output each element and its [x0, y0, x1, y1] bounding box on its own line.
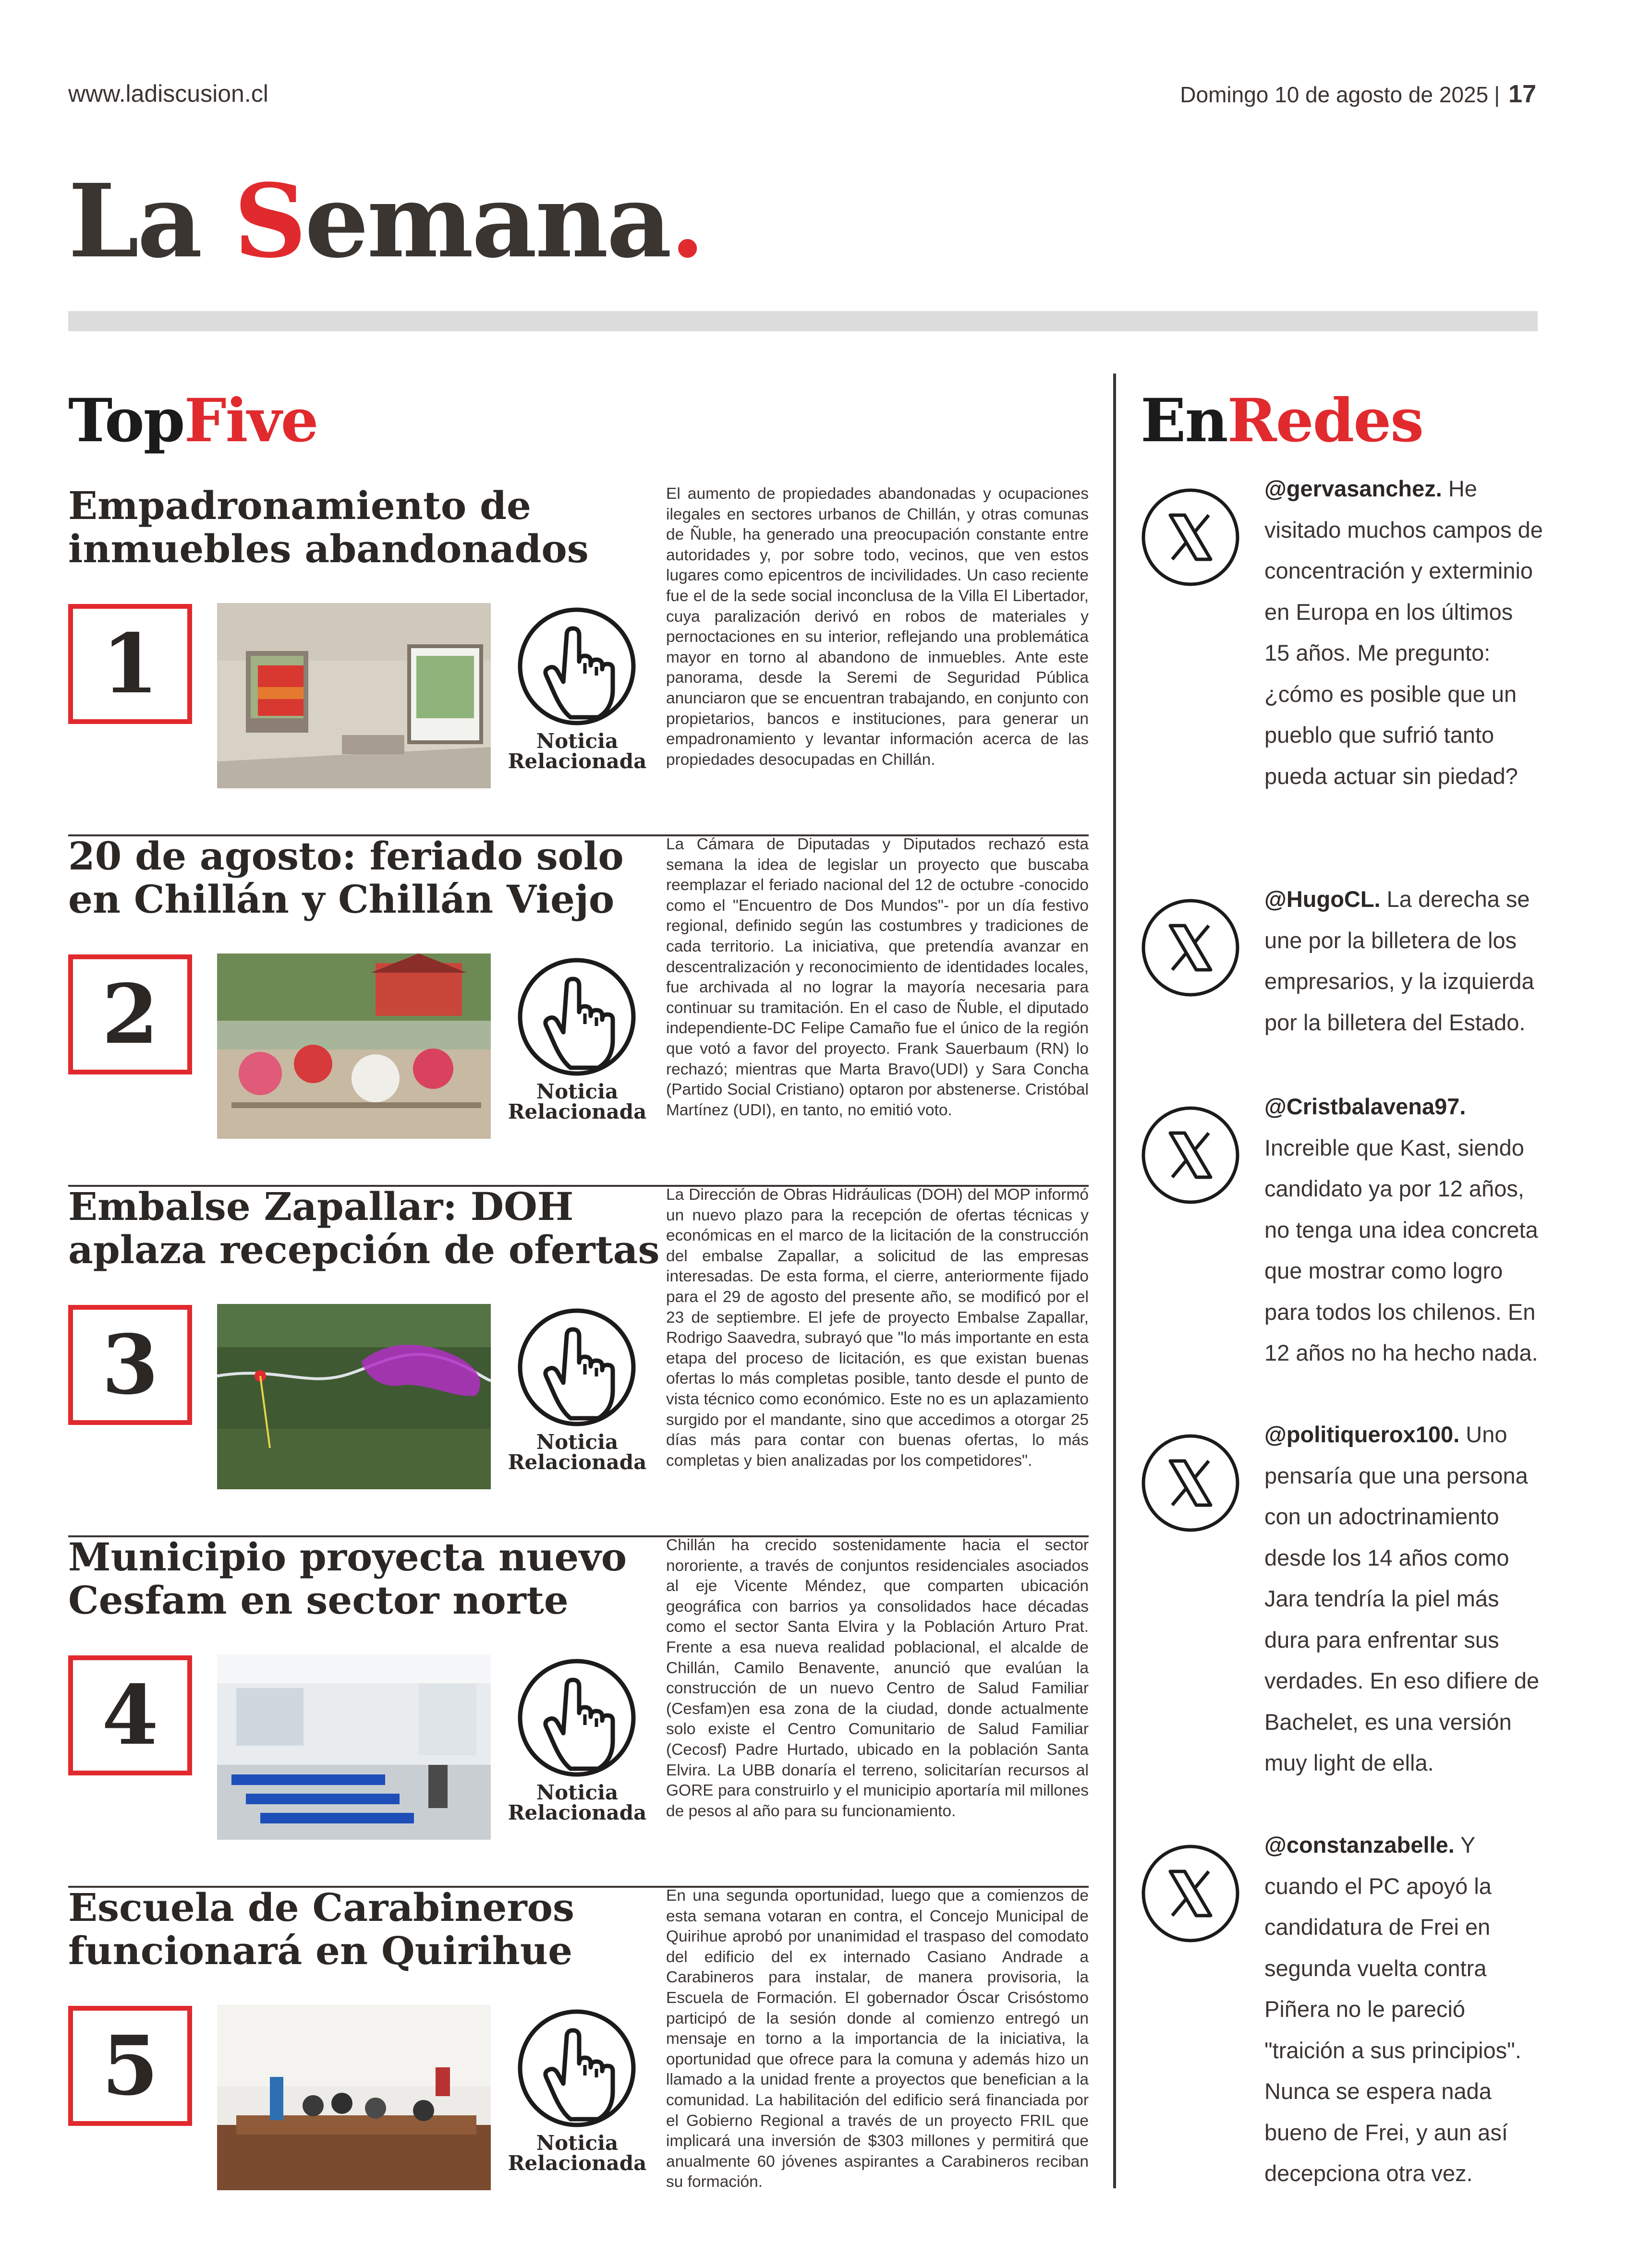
pointing-hand-icon[interactable] [517, 606, 637, 726]
story-headline[interactable]: 20 de agosto: feriado solo en Chillán y Chillán Viejo [68, 833, 624, 922]
page-number: 17 [1508, 80, 1536, 108]
related-news-label[interactable] [500, 731, 654, 772]
topfive-story-2 [68, 834, 1089, 1185]
related-line-2: Relacionada [508, 1100, 647, 1123]
story-photo[interactable] [217, 1654, 491, 1840]
section-title-part1: La [68, 162, 234, 280]
tweet-handle[interactable]: @constanzabelle. [1264, 1832, 1455, 1858]
story-body: Chillán ha crecido sostenidamente hacia el sector nororiente, a través de conjuntos residenciales asociados al eje Vicente Méndez, que comparten ubicación geográfica con barrios ya consolidados hace décadas como el sector Santa Elvira y la Población Arturo Prat. Frente a esa nueva realidad poblacional, el alcalde de Chillán, Camilo Benavente, anunció que evalúan la construcción de un nuevo Centro de Salud Familiar (Cesfam)en esa zona de la ciudad, donde actualmente solo existe el Centro Comunitario de Salud Familiar (Cecosf) Padre Hurtado, ubicado en la población Santa Elvira. La UBB donaría el terreno, solicitarían recursos al GORE para construirlo y el municipio aportaría mil millones de pesos al año para su funcionamiento. [666, 1536, 1089, 1820]
pointing-hand-icon[interactable] [517, 2008, 637, 2128]
enredes-heading-b: Redes [1227, 386, 1423, 456]
related-line-1: Noticia [536, 729, 619, 753]
tweet-handle[interactable]: @HugoCL. [1264, 886, 1381, 912]
tweet-body: Uno pensaría que una persona con un adoctrinamiento desde los 14 años como Jara tendría la piel más dura para enfrentar sus verdades. En eso difiere de Bachelet, es una versión muy light de ella. [1264, 1422, 1540, 1775]
enredes-heading-a: En [1141, 386, 1227, 456]
section-title-accent: S [233, 162, 305, 280]
tweet-handle[interactable]: @politiquerox100. [1264, 1422, 1460, 1447]
x-logo-icon[interactable] [1141, 898, 1240, 998]
section-divider-bar [68, 311, 1538, 331]
rank-number: 2 [68, 954, 192, 1074]
issue-date [1180, 80, 1536, 109]
x-logo-icon[interactable] [1141, 1844, 1240, 1943]
section-title [68, 162, 704, 280]
tweet-text [1264, 1414, 1543, 1784]
x-logo-icon[interactable] [1141, 1433, 1240, 1533]
site-url[interactable]: www.ladiscusion.cl [68, 80, 268, 107]
story-headline[interactable]: Empadronamiento de inmuebles abandonados [68, 483, 589, 571]
story-body: En una segunda oportunidad, luego que a comienzos de esta semana votaran en contra, el Concejo Municipal de Quirihue aprobó por unanimidad el traspaso del comodato del edificio del ex internado Casiano Andrade a Carabineros para instalar, de manera provisoria, la Escuela de Formación. El gobernador Óscar Crisóstomo participó de la sesión donde al comienzo entregó un mensaje en torno a la importancia de la iniciativa, la oportunidad que ofrece para la comuna y además hizo un llamado a la unidad frente a proyectos que benefician a la comunidad. La habilitación del edificio será financiada por el Gobierno Regional a través de un proyecto FRIL que implicará una inversión de $303 millones y permitirá que anualmente 60 jóvenes aspirantes a Carabineros reciban su formación. [666, 1887, 1089, 2191]
x-logo-icon[interactable] [1141, 487, 1240, 587]
related-news-label[interactable] [500, 1082, 654, 1122]
pointing-hand-icon[interactable] [517, 1658, 637, 1778]
tweet-body: Y cuando el PC apoyó la candidatura de Frei en segunda vuelta contra Piñera no le pareció "traición a sus principios". Nunca se espera nada bueno de Frei, y aun así decepciona otra vez. [1264, 1832, 1521, 2186]
related-line-1: Noticia [536, 1430, 619, 1454]
date-text: Domingo 10 de agosto de 2025 [1180, 82, 1489, 107]
story-headline[interactable]: Escuela de Carabineros funcionará en Quirihue [68, 1885, 574, 1973]
section-title-dot: . [670, 162, 704, 280]
rank-number: 1 [68, 604, 192, 724]
topfive-story-4 [68, 1535, 1089, 1886]
story-photo[interactable] [217, 1304, 491, 1489]
enredes-heading [1141, 386, 1423, 456]
pointing-hand-icon[interactable] [517, 1307, 637, 1427]
tweet-body: He visitado muchos campos de concentración y exterminio en Europa en los últimos 15 años. Me pregunto: ¿cómo es posible que un pueblo que sufrió tanto pueda actuar sin piedad? [1264, 476, 1543, 789]
topfive-story-5 [68, 1886, 1089, 2236]
related-line-2: Relacionada [508, 1450, 647, 1474]
topfive-heading-b: Five [184, 386, 318, 456]
story-headline[interactable]: Embalse Zapallar: DOH aplaza recepción de ofertas [68, 1184, 660, 1272]
tweet-handle[interactable]: @Cristbalavena97. [1264, 1094, 1466, 1119]
tweet-text [1264, 879, 1543, 1043]
rank-number: 5 [68, 2006, 192, 2126]
topfive-story-3 [68, 1185, 1089, 1535]
tweet-text [1264, 468, 1543, 796]
tweet-text [1264, 1824, 1543, 2194]
related-line-2: Relacionada [508, 749, 647, 773]
tweet-body: Increible que Kast, siendo candidato ya por 12 años, no tenga una idea concreta que mostrar como logro para todos los chilenos. En 12 años no ha hecho nada. [1264, 1134, 1538, 1365]
related-line-2: Relacionada [508, 1801, 647, 1824]
story-body: El aumento de propiedades abandonadas y ocupaciones ilegales en sectores urbanos de Chillán, y otras comunas de Ñuble, ha generado una preocupación constante entre autoridades y, por sobre todo, vecinos, que ven estos lugares como epicentros de incivilidades. Un caso reciente fue el de la sede social inconclusa de la Villa El Libertador, cuya paralización derivó en robos de materiales y pernoctaciones en su interior, reflejando una problemática mayor en torno al abandono de inmuebles. Ante este panorama, desde la Seremi de Seguridad Pública anunciaron que se encuentran trabajando, en conjunto con propietarios, bancos e instituciones, para generar un empadronamiento y levantar información acerca de las propiedades desocupadas en Chillán. [666, 485, 1089, 769]
story-photo[interactable] [217, 953, 491, 1139]
related-news-label[interactable] [500, 1783, 654, 1823]
topfive-heading-a: Top [68, 386, 184, 456]
related-news-label[interactable] [500, 2133, 654, 2173]
section-title-part2: emana [304, 162, 670, 280]
date-separator: | [1494, 82, 1500, 107]
related-line-1: Noticia [536, 1781, 619, 1804]
story-photo[interactable] [217, 603, 491, 788]
tweet-text [1264, 1086, 1543, 1374]
x-logo-icon[interactable] [1141, 1105, 1240, 1205]
column-divider [1113, 374, 1116, 2188]
rank-number: 4 [68, 1655, 192, 1775]
related-line-1: Noticia [536, 1080, 619, 1103]
story-headline[interactable]: Municipio proyecta nuevo Cesfam en sector norte [68, 1534, 627, 1623]
story-photo[interactable] [217, 2005, 491, 2190]
related-line-1: Noticia [536, 2131, 619, 2155]
story-body: La Cámara de Diputadas y Diputados rechazó esta semana la idea de legislar un proyecto que buscaba reemplazar el feriado nacional del 12 de octubre -conocido como el "Encuentro de Dos Mundos"- por un día festivo regional, definido según las costumbres y tradiciones de cada territorio. La iniciativa, que pretendía avanzar en descentralización y reconocimiento de identidades locales, fue archivada al no lograr la mayoría necesaria para continuar su tramitación. En el caso de Ñuble, el diputado independiente-DC Felipe Camaño fue el único de la región que votó a favor del proyecto. Frank Sauerbaum (RN) lo rechazó; mientras que Marta Bravo(UDI) y Sara Concha (Partido Social Cristiano) optaron por abstenerse. Cristóbal Martínez (UDI), en tanto, no emitió voto. [666, 835, 1089, 1119]
pointing-hand-icon[interactable] [517, 957, 637, 1077]
related-line-2: Relacionada [508, 2151, 647, 2175]
tweet-body: La derecha se une por la billetera de los empresarios, y la izquierda por la billetera del Estado. [1264, 886, 1534, 1035]
story-body: La Dirección de Obras Hidráulicas (DOH) del MOP informó un nuevo plazo para la recepción de ofertas técnicas y económicas en el marco de la licitación de la construcción del embalse Zapallar, a solicitud de las empresas interesadas. De esta forma, el cierre, anteriormente fijado para el 29 de agosto del presente año, se modificó por el 23 de septiembre. El jefe de proyecto Embalse Zapallar, Rodrigo Saavedra, subrayó que "lo más importante en esta etapa del proceso de licitación, es que existan buenas ofertas lo más completas posible, tanto desde el punto de vista técnico como económico. Este no es un aplazamiento surgido por el mandante, sino que accedimos a otorgar 25 días más para contar con buenas ofertas, lo más completas y bien analizadas por los competidores". [666, 1186, 1089, 1470]
rank-number: 3 [68, 1305, 192, 1425]
topfive-story-1 [68, 484, 1089, 834]
related-news-label[interactable] [500, 1432, 654, 1472]
tweet-handle[interactable]: @gervasanchez. [1264, 476, 1442, 501]
topfive-heading [68, 386, 318, 456]
